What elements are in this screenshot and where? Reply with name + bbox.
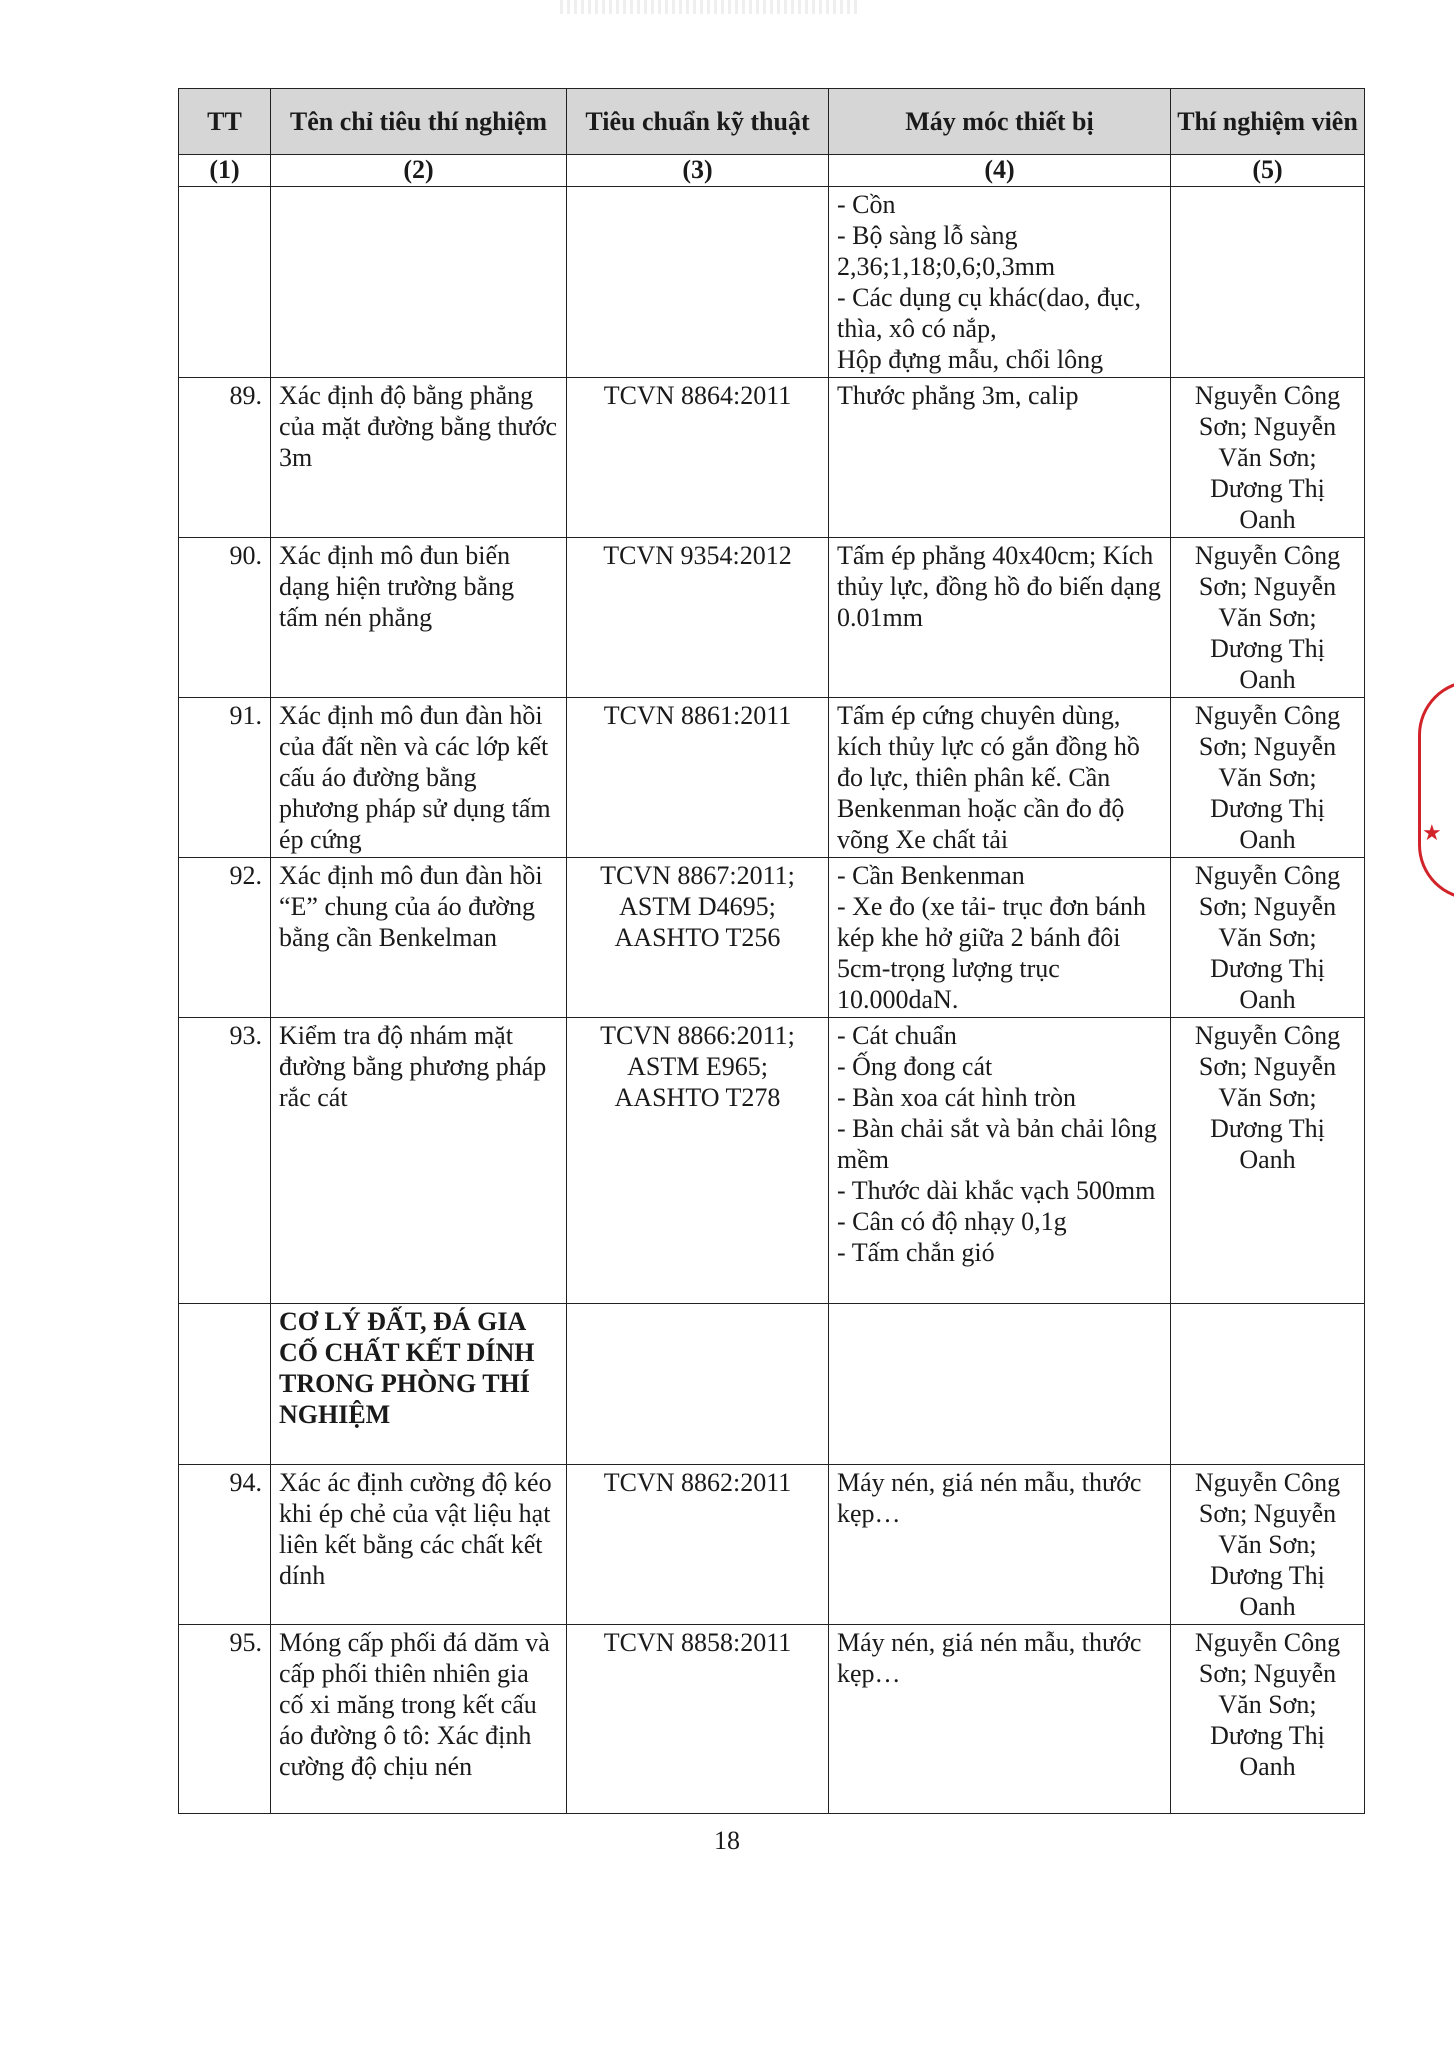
row-equipment: Máy nén, giá nén mẫu, thước kẹp… — [829, 1625, 1171, 1814]
table-row — [179, 378, 1365, 538]
row-equipment: Thước phẳng 3m, calip — [829, 378, 1171, 538]
row-tt: 95. — [179, 1625, 271, 1814]
row-tt — [179, 187, 271, 378]
header-equipment: Máy móc thiết bị — [829, 89, 1171, 155]
row-technician: Nguyễn Công Sơn; Nguyễn Văn Sơn; Dương Thị Oanh — [1171, 698, 1365, 858]
red-stamp-seal — [1418, 680, 1454, 900]
colnum-2: (2) — [271, 155, 567, 187]
table-row — [179, 698, 1365, 858]
row-standard: TCVN 8867:2011; ASTM D4695; AASHTO T256 — [567, 858, 829, 1018]
table-row — [179, 1018, 1365, 1304]
test-table — [178, 88, 1365, 1814]
row-test-name: Xác định mô đun biến dạng hiện trường bằng tấm nén phẳng — [271, 538, 567, 698]
row-tt: 90. — [179, 538, 271, 698]
row-equipment — [829, 1304, 1171, 1465]
section-heading: CƠ LÝ ĐẤT, ĐÁ GIA CỐ CHẤT KẾT DÍNH TRONG PHÒNG THÍ NGHIỆM — [271, 1304, 567, 1465]
row-tt: 91. — [179, 698, 271, 858]
row-technician: Nguyễn Công Sơn; Nguyễn Văn Sơn; Dương Thị Oanh — [1171, 538, 1365, 698]
row-standard: TCVN 8864:2011 — [567, 378, 829, 538]
row-technician — [1171, 187, 1365, 378]
row-equipment: Máy nén, giá nén mẫu, thước kẹp… — [829, 1465, 1171, 1625]
row-tt: 92. — [179, 858, 271, 1018]
row-test-name — [271, 187, 567, 378]
column-number-row — [179, 155, 1365, 187]
row-technician: Nguyễn Công Sơn; Nguyễn Văn Sơn; Dương Thị Oanh — [1171, 1018, 1365, 1304]
row-tt — [179, 1304, 271, 1465]
table-row — [179, 858, 1365, 1018]
row-standard: TCVN 8858:2011 — [567, 1625, 829, 1814]
header-technician: Thí nghiệm viên — [1171, 89, 1365, 155]
colnum-4: (4) — [829, 155, 1171, 187]
row-test-name: Xác định mô đun đàn hồi của đất nền và các lớp kết cấu áo đường bằng phương pháp sử dụng tấm ép cứng — [271, 698, 567, 858]
table-row — [179, 1465, 1365, 1625]
row-standard: TCVN 9354:2012 — [567, 538, 829, 698]
row-tt: 89. — [179, 378, 271, 538]
row-standard: TCVN 8862:2011 — [567, 1465, 829, 1625]
row-equipment: Tấm ép cứng chuyên dùng, kích thủy lực có gắn đồng hồ đo lực, thiên phân kế. Cần Benkenman hoặc cần đo độ võng Xe chất tải — [829, 698, 1171, 858]
table-header-row — [179, 89, 1365, 155]
section-row — [179, 1304, 1365, 1465]
header-tt: TT — [179, 89, 271, 155]
row-test-name: Xác định mô đun đàn hồi “E” chung của áo đường bằng cần Benkelman — [271, 858, 567, 1018]
row-equipment: - Cần Benkenman - Xe đo (xe tải- trục đơn bánh kép khe hở giữa 2 bánh đôi 5cm-trọng lượng trục 10.000daN. — [829, 858, 1171, 1018]
stamp-star-icon: ★ — [1422, 820, 1442, 845]
row-standard: TCVN 8866:2011; ASTM E965; AASHTO T278 — [567, 1018, 829, 1304]
row-equipment: - Cát chuẩn - Ống đong cát - Bàn xoa cát hình tròn - Bàn chải sắt và bản chải lông mềm - Thước dài khắc vạch 500mm - Cân có độ nhạy 0,1g - Tấm chắn gió — [829, 1018, 1171, 1304]
row-test-name: Móng cấp phối đá dăm và cấp phối thiên nhiên gia cố xi măng trong kết cấu áo đường ô tô: Xác định cường độ chịu nén — [271, 1625, 567, 1814]
row-standard: TCVN 8861:2011 — [567, 698, 829, 858]
row-tt: 93. — [179, 1018, 271, 1304]
colnum-5: (5) — [1171, 155, 1365, 187]
row-technician — [1171, 1304, 1365, 1465]
row-technician: Nguyễn Công Sơn; Nguyễn Văn Sơn; Dương Thị Oanh — [1171, 378, 1365, 538]
row-tt: 94. — [179, 1465, 271, 1625]
colnum-3: (3) — [567, 155, 829, 187]
row-test-name: Xác định độ bằng phẳng của mặt đường bằng thước 3m — [271, 378, 567, 538]
row-standard — [567, 1304, 829, 1465]
header-test-name: Tên chỉ tiêu thí nghiệm — [271, 89, 567, 155]
header-standard: Tiêu chuẩn kỹ thuật — [567, 89, 829, 155]
row-equipment: Tấm ép phẳng 40x40cm; Kích thủy lực, đồng hồ đo biến dạng 0.01mm — [829, 538, 1171, 698]
row-equipment: - Cồn - Bộ sàng lỗ sàng 2,36;1,18;0,6;0,3mm - Các dụng cụ khác(dao, đục, thìa, xô có nắp, Hộp đựng mẫu, chổi lông — [829, 187, 1171, 378]
table-row — [179, 538, 1365, 698]
page-number: 18 — [714, 1826, 740, 1855]
table-row — [179, 187, 1365, 378]
table-row — [179, 1625, 1365, 1814]
scan-edge-artifact — [560, 0, 860, 14]
row-technician: Nguyễn Công Sơn; Nguyễn Văn Sơn; Dương Thị Oanh — [1171, 858, 1365, 1018]
row-test-name: Xác ác định cường độ kéo khi ép chẻ của vật liệu hạt liên kết bằng các chất kết dính — [271, 1465, 567, 1625]
row-technician: Nguyễn Công Sơn; Nguyễn Văn Sơn; Dương Thị Oanh — [1171, 1465, 1365, 1625]
row-technician: Nguyễn Công Sơn; Nguyễn Văn Sơn; Dương Thị Oanh — [1171, 1625, 1365, 1814]
colnum-1: (1) — [179, 155, 271, 187]
row-standard — [567, 187, 829, 378]
row-test-name: Kiểm tra độ nhám mặt đường bằng phương pháp rắc cát — [271, 1018, 567, 1304]
